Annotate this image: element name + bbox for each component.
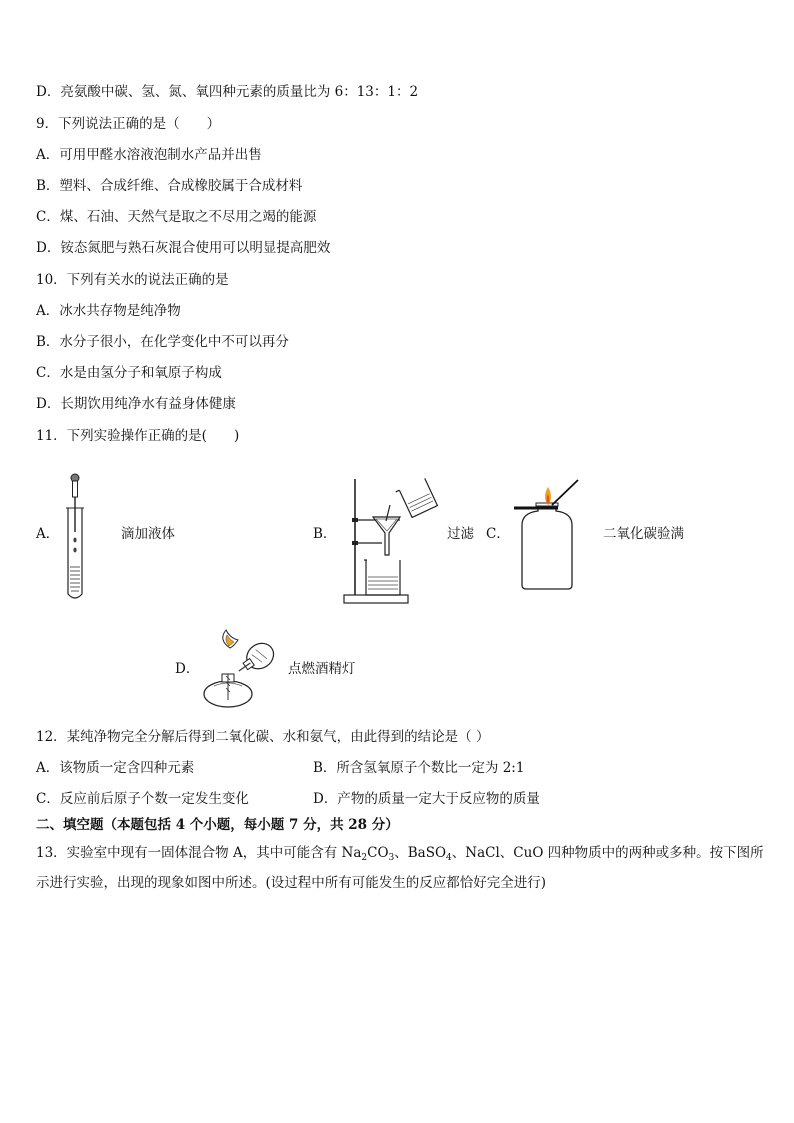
q13-line-2: 示进行实验，出现的现象如图中所述。(设过程中所有可能发生的反应都恰好完全进行) [36,875,547,891]
q13-text-post: 、NaCl、CuO 四种物质中的两种或多种。按下图所 [451,845,764,861]
q10-option-a: A．冰水共存物是纯净物 [36,303,181,319]
q12-option-c: C．反应前后原子个数一定发生变化 [36,791,249,807]
gas-bottle-burning-stick-figure [512,475,582,593]
q11-b-letter: B． [313,526,337,542]
q11-d-letter: D． [175,661,200,677]
q12-option-a: A．该物质一定含四种元素 [36,760,195,776]
q9-stem: 9．下列说法正确的是（ ） [36,116,221,132]
q13-line-1 [36,844,764,862]
q11-c-letter: C． [486,526,510,542]
q11-b-text: 过滤 [447,526,474,542]
q9-option-a: A．可用甲醛水溶液泡制水产品并出售 [36,147,262,163]
q11-stem: 11．下列实验操作正确的是( ) [36,428,240,444]
q9-option-b: B．塑料、合成纤维、合成橡胶属于合成材料 [36,178,303,194]
q8-option-d: D．亮氨酸中碳、氢、氮、氧四种元素的质量比为 6：13：1：2 [36,84,419,100]
dropper-test-tube-figure [60,470,90,602]
co-subscript: 3 [388,853,395,863]
q13-text-pre: 13．实验室中现有一固体混合物 A，其中可能含有 Na [36,845,362,861]
q12-option-d: D．产物的质量一定大于反应物的质量 [313,791,540,807]
q11-a-letter: A． [36,526,60,542]
q10-option-d: D．长期饮用纯净水有益身体健康 [36,396,236,412]
baso-text: 、BaSO [394,845,447,861]
q11-c-text: 二氧化碳验满 [603,526,684,542]
q12-option-b: B．所含氢氧原子个数比一定为 2:1 [313,760,525,776]
baso-subscript: 4 [446,853,452,863]
alcohol-lamp-lighting-figure [200,628,282,714]
q10-option-b: B．水分子很小，在化学变化中不可以再分 [36,334,289,350]
q9-option-d: D．铵态氮肥与熟石灰混合使用可以明显提高肥效 [36,240,331,256]
q11-a-text: 滴加液体 [121,526,175,542]
q11-d-text: 点燃酒精灯 [288,661,356,677]
filtration-apparatus-figure [340,475,440,607]
q9-option-c: C．煤、石油、天然气是取之不尽用之竭的能源 [36,209,317,225]
na-subscript: 2 [361,853,368,863]
co-text: CO [367,845,389,861]
q10-stem: 10．下列有关水的说法正确的是 [36,272,229,288]
section-heading: 二、填空题（本题包括 4 个小题，每小题 7 分，共 28 分） [36,817,399,833]
q10-option-c: C．水是由氢分子和氧原子构成 [36,365,222,381]
q12-stem: 12．某纯净物完全分解后得到二氧化碳、水和氨气，由此得到的结论是（ ） [36,729,490,745]
